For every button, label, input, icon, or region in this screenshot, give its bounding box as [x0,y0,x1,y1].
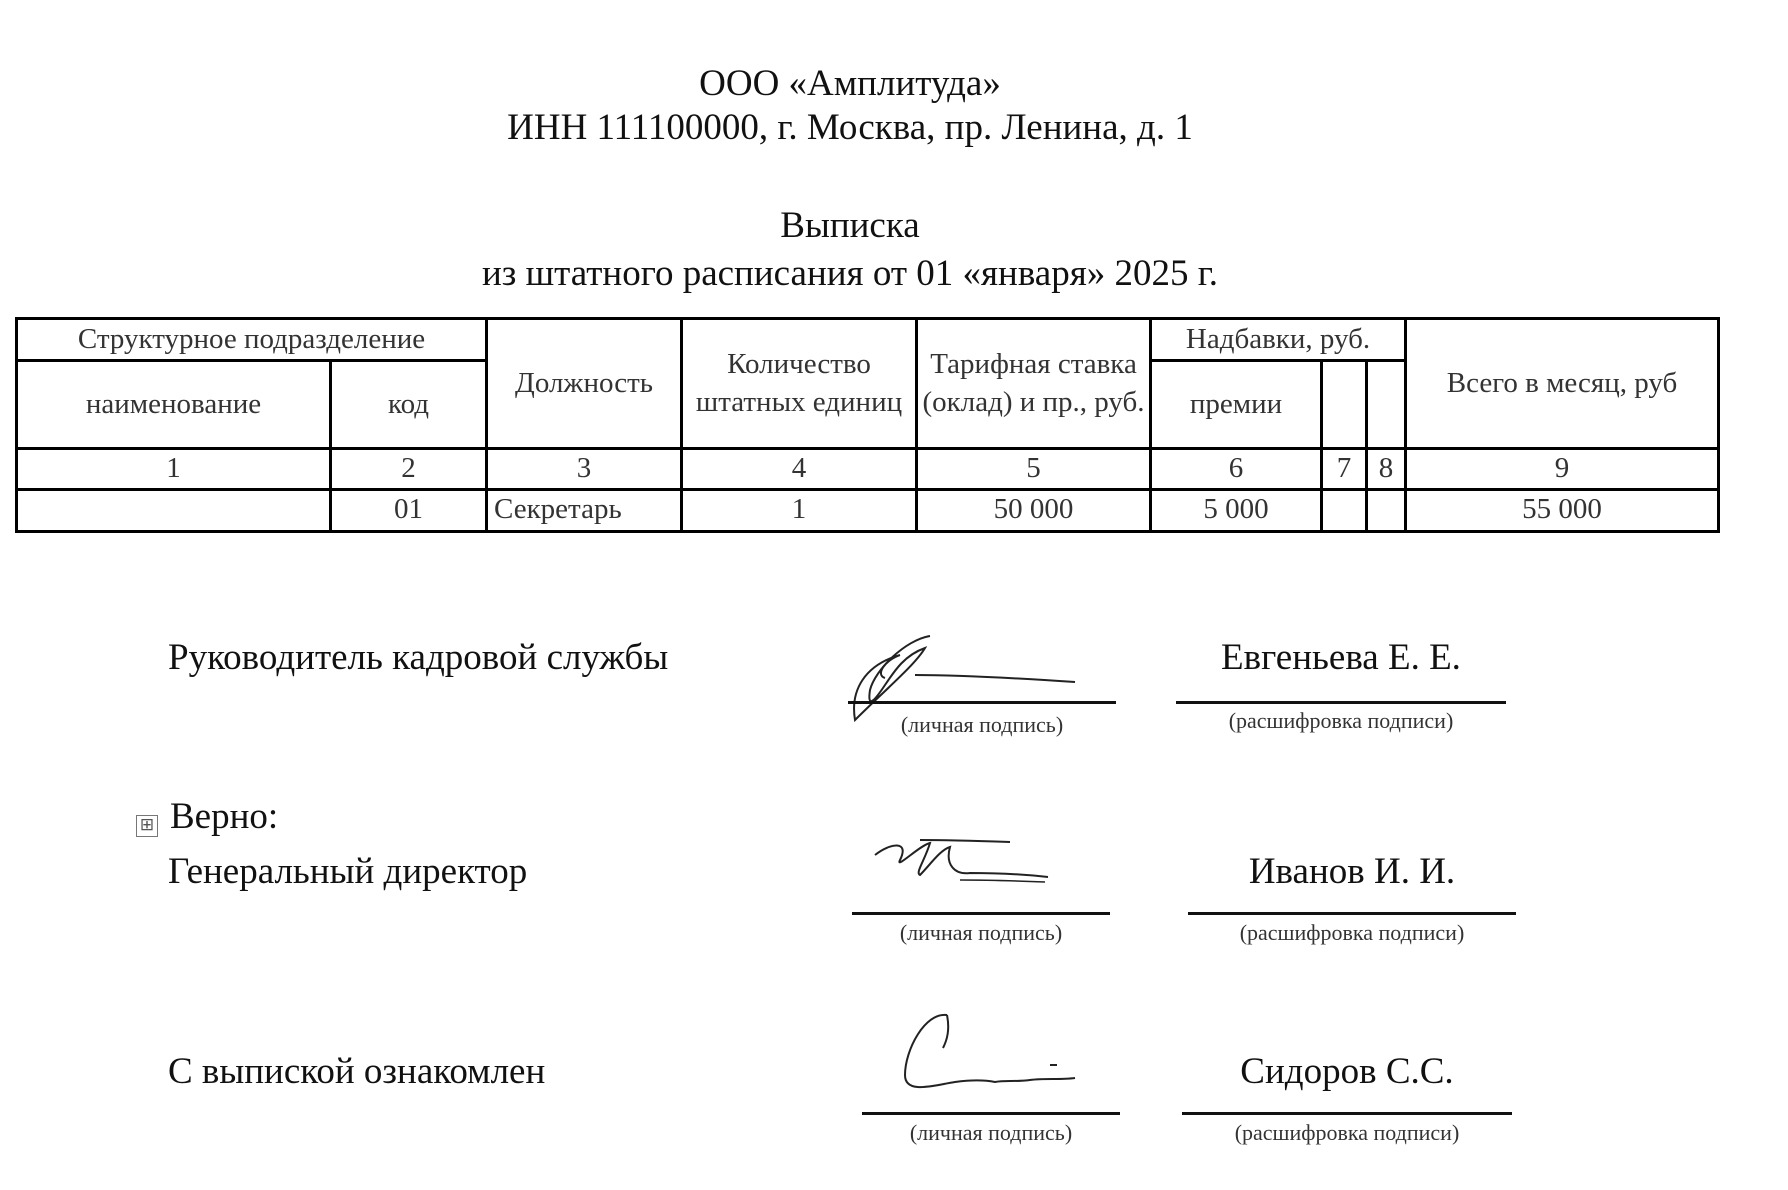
director-signature [870,835,1060,895]
director-signature-line [852,912,1110,915]
header-allowance-7 [1322,361,1367,449]
cell-allowance-8 [1367,489,1406,531]
employee-signature-line [862,1112,1120,1115]
employee-title: С выпиской ознакомлен [168,1051,546,1092]
director-name-line [1188,912,1516,915]
table-header-row [17,319,1719,361]
header-allowances: Надбавки, руб. [1151,319,1406,361]
staffing-table [15,317,1720,533]
column-number: 2 [331,449,487,490]
hr-head-name-caption: (расшифровка подписи) [1228,708,1454,733]
director-title: Генеральный директор [168,851,528,892]
hr-head-name: Евгеньева Е. Е. [1221,637,1461,678]
employee-signature [895,1010,1095,1095]
column-number: 6 [1151,449,1322,490]
cell-name [17,489,331,531]
cell-headcount: 1 [682,489,917,531]
cell-code: 01 [331,489,487,531]
organization-name: ООО «Амплитуда» [699,63,1001,104]
document-subtitle: из штатного расписания от 01 «января» 2025 г. [481,253,1218,294]
hr-head-name-line [1176,701,1506,704]
column-number: 9 [1406,449,1719,490]
cell-bonus: 5 000 [1151,489,1322,531]
column-number: 4 [682,449,917,490]
verified-label: Верно: [170,796,279,837]
header-rate: Тарифная ставка (оклад) и пр., руб. [917,319,1151,449]
header-allowance-8 [1367,361,1406,449]
column-number: 7 [1322,449,1367,490]
employee-name-caption: (расшифровка подписи) [1234,1120,1460,1145]
header-total: Всего в месяц, руб [1406,319,1719,449]
header-position: Должность [487,319,682,449]
column-number: 1 [17,449,331,490]
director-signature-caption: (личная подпись) [899,920,1063,945]
cell-position: Секретарь [487,489,682,531]
hr-head-signature-caption: (личная подпись) [900,712,1064,737]
organization-details: ИНН 111100000, г. Москва, пр. Ленина, д. 1 [507,107,1193,148]
document-title: Выписка [780,205,920,246]
employee-name: Сидоров С.С. [1240,1051,1454,1092]
employee-name-line [1182,1112,1512,1115]
header-bonus: премии [1151,361,1322,449]
table-move-handle-icon[interactable]: ⊞ [136,815,158,837]
cell-total: 55 000 [1406,489,1719,531]
column-number: 5 [917,449,1151,490]
header-structural-unit: Структурное подразделение [17,319,487,361]
hr-head-title: Руководитель кадровой службы [168,637,669,678]
director-name: Иванов И. И. [1248,851,1456,892]
cell-allowance-7 [1322,489,1367,531]
cell-rate: 50 000 [917,489,1151,531]
header-code: код [331,361,487,449]
column-number: 8 [1367,449,1406,490]
table-row [17,489,1719,531]
column-number-row [17,449,1719,490]
employee-signature-caption: (личная подпись) [909,1120,1073,1145]
header-headcount: Количество штатных единиц [682,319,917,449]
director-name-caption: (расшифровка подписи) [1239,920,1465,945]
header-name: наименование [17,361,331,449]
column-number: 3 [487,449,682,490]
hr-head-signature-line [848,701,1116,704]
